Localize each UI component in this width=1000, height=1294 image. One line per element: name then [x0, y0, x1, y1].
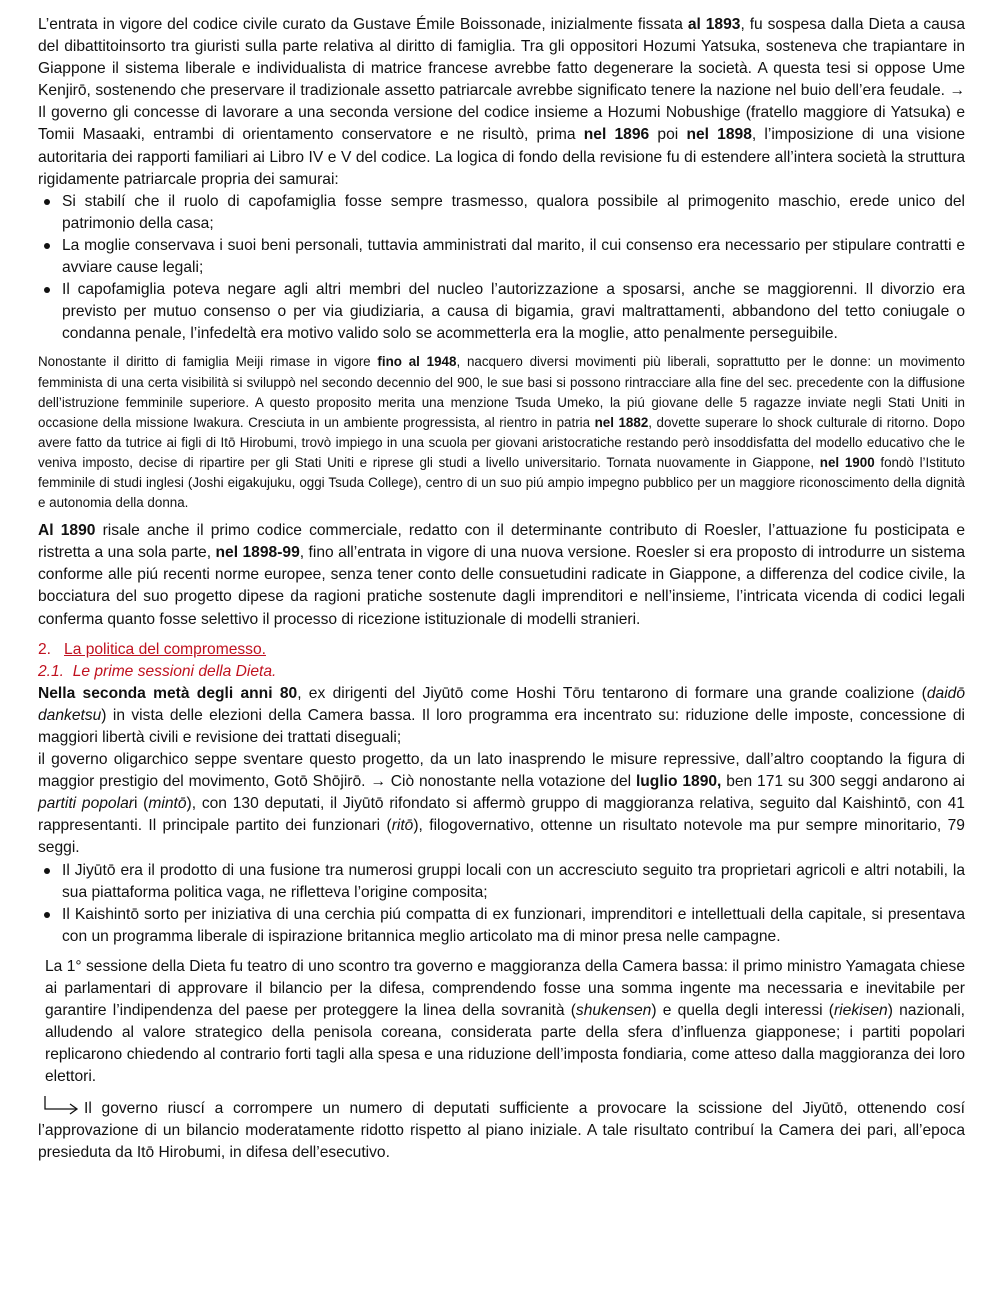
heading-text: Le prime sessioni della Dieta. — [72, 662, 277, 680]
text-run: fondò l’Istituto femminile di studi inglesi (Joshi eigakujuku, oggi Tsuda College), centro di un suo piú ampio impegno pubblico per un maggiore riconoscimento della dignità e autonomia della donna. — [38, 454, 965, 511]
text-run: poi — [649, 126, 687, 144]
text-run: ) nazionali, alludendo al valore strategico della penisola coreana, considerata parte della sfera d’influenza giapponese; i partiti popolari replicarono chiedendo al contrario forti tagli alla spesa e una riduzione dell’imposta fondiaria, come atteso dalla maggioranza dei loro elettori. — [45, 1002, 965, 1086]
text-run: Il governo riuscí a corrompere un numero di deputati sufficiente a provocare la scissione del Jiyūtō, ottenendo cosí l’approvazione di un bilancio moderatamente ridotto rispetto al piano iniziale. A tale risultato contribuí la Camera dei pari, all’epoca presieduta da Itō Hirobumi, in difesa dell’esecutivo. — [38, 1099, 965, 1161]
list-item: Il Jiyūtō era il prodotto di una fusione tra numerosi gruppi locali con un accresciuto seguito tra proprietari agricoli e altri notabili, la sua piattaforma politica vaga, ne rifletteva l’origine composita; — [38, 860, 965, 904]
paragraph-commercial-code — [38, 520, 965, 630]
italic-term: partiti popolar — [38, 795, 134, 813]
paragraph-civil-code — [38, 14, 965, 191]
text-run: i ( — [133, 795, 149, 813]
paragraph-budget-approval — [38, 1098, 965, 1164]
section-heading-2 — [38, 639, 965, 661]
text-run: La 1° sessione della Dieta fu teatro di uno scontro tra governo e maggioranza della Camera bassa: il primo ministro Yamagata chiese ai parlamentari di approvare il bilancio per la difesa, comprendendo fosse una somma ingente ma necessaria e inevitabile per garantire l’indipendenza del paese per proteggere la linea della sovranità ( — [45, 957, 965, 1020]
bold-date: nel 1882 — [594, 414, 649, 430]
text-run: ), filogovernativo, ottenne un risultato notevole ma pur sempre minoritario, 79 seggi. — [38, 817, 965, 857]
text-run: il governo oligarchico seppe sventare questo progetto, da un lato inasprendo le misure repressive, dall’altro cooptando la figura di maggior prestigio del movimento, Gotō Shōjirō. — [38, 751, 965, 791]
bold-date: nel 1898-99 — [215, 544, 300, 562]
list-item: Il capofamiglia poteva negare agli altri membri del nucleo l’autorizzazione a sposarsi, anche se maggiorenni. Il divorzio era previsto per mutuo consenso o per via giudiziaria, a causa di bigamia, gravi maltrattamenti, abbandono del tetto coniugale o condanna penale, l’infedeltà era motivo valido solo se acommetterla era la moglie, atto penalmente perseguibile. — [38, 279, 965, 345]
bullet-list-family-law — [38, 191, 965, 346]
bold-date: Al 1890 — [38, 522, 96, 540]
text-run: ) in vista delle elezioni della Camera bassa. Il loro programma era incentrato su: riduzione delle imposte, concessione di maggiori libertà civili e revisione dei trattati diseguali; — [38, 706, 965, 746]
italic-term: daidō danketsu — [38, 684, 965, 724]
text-run: , l’imposizione di una visione autoritaria dei rapporti familiari ai Libro IV e V del codice. La logica di fondo della revisione fu di estendere all’intera società la struttura rigidamente patriarcale propria dei samurai: — [38, 126, 965, 188]
document-page — [38, 14, 965, 1164]
heading-number: 2. — [38, 640, 52, 658]
paragraph-coalition — [38, 683, 965, 749]
right-arrow-icon: → — [370, 773, 386, 791]
bold-date: luglio 1890, — [635, 773, 722, 791]
list-item: Il Kaishintō sorto per iniziativa di una cerchia piú compatta di ex funzionari, imprenditori e intellettuali della capitale, si presentava con un programma liberale di ispirazione britannica meglio articolato ma di minor presa nelle campagne. — [38, 904, 965, 948]
heading-text: La politica del compromesso. — [64, 640, 266, 658]
text-run: , ex dirigenti del Jiyūtō come Hoshi Tōru tentarono di formare una grande coalizione ( — [297, 684, 927, 702]
italic-term: mintō — [148, 795, 187, 813]
paragraph-feminist-movement — [38, 352, 965, 513]
hook-arrow-icon — [42, 1094, 84, 1116]
paragraph-first-session — [38, 956, 965, 1089]
text-run: , fu sospesa dalla Dieta a causa del dibattitoinsorto tra giuristi sulla parte relativa al diritto di famiglia. Tra gli oppositori Hozumi Yatsuka, sosteneva che trapiantare in Giappone il sistema liberale e individualista di matrice francese avrebbe fatto degenerare la società. A questa tesi si oppose Ume Kenjirō, sostenendo che preservare il tradizionale assetto patriarcale avrebbe significato tenere la nazione nel buio dell’era feudale. — [38, 16, 965, 100]
italic-term: riekisen — [833, 1002, 888, 1020]
text-run: ) e quella degli interessi ( — [651, 1002, 834, 1020]
italic-term: ritō — [391, 817, 414, 835]
text-run: ), con 130 deputati, il Jiyūtō rifondato si affermò gruppo di maggioranza relativa, seguito dal Kaishintō, con 41 rappresentanti. Il principale partito dei funzionari ( — [38, 795, 965, 835]
text-run: L’entrata in vigore del codice civile curato da Gustave Émile Boissonade, inizialmente fissata — [38, 16, 688, 33]
text-run: , fino all’entrata in vigore di una nuova versione. Roesler si era proposto di introdurre un sistema conforme alle piú recenti norme europee, senza tener conto delle consuetudini radicate in Giappone, a differenza del codice civile, la bocciatura del suo progetto dipese da ragioni pratiche sostenute dagli imprenditori e nell’insieme, l’intricata vicenda di codici legali conferma quanto fosse selettivo il processo di ricezione istituzionale di modelli stranieri. — [38, 544, 966, 628]
list-item: Si stabilí che il ruolo di capofamiglia fosse sempre trasmesso, qualora possibile al primogenito maschio, erede unico del patrimonio della casa; — [38, 191, 965, 235]
text-run: risale anche il primo codice commerciale, redatto con il determinante contributo di Roesler, l’attuazione fu posticipata e ristretta a una sola parte, — [38, 522, 965, 562]
text-run: , nacquero diversi movimenti più liberali, soprattutto per le donne: un movimento femminista di una certa visibilità si sviluppò nel secondo decennio del 900, le sue basi si possono rintracciare alla fine del sec. precedente con la diffusione dell’istruzione femminile superiore. A questo proposito merita una menzione Tsuda Umeko, la piú giovane delle 5 ragazze inviate negli Stati Uniti in occasione della missione Iwakura. Cresciuta in un ambiente progressista, al rientro in patria — [38, 354, 965, 430]
paragraph-elections-1890 — [38, 749, 965, 859]
bullet-list-parties — [38, 860, 965, 948]
italic-term: shukensen — [575, 1002, 652, 1020]
heading-number: 2.1. — [38, 662, 65, 680]
section-heading-2-1 — [38, 661, 965, 683]
bold-date: fino al 1948 — [377, 354, 457, 370]
bold-date: al 1893 — [687, 16, 741, 33]
bold-date: nel 1898 — [686, 126, 752, 144]
bold-date: Nella seconda metà degli anni 80 — [38, 684, 298, 702]
text-run: Nonostante il diritto di famiglia Meiji rimase in vigore — [38, 354, 378, 370]
right-arrow-icon: → — [949, 82, 965, 100]
text-run: , dovette superare lo shock culturale di ritorno. Dopo avere fatto da tutrice ai figli di Itō Hirobumi, trovò impiego in una scuola per giovani aristocratiche restando però insoddisfatta del modello educativo che le veniva imposto, decise di ripartire per gli Stati Uniti e riprese gli studi a livello universitario. Tornata nuovamente in Giappone, — [38, 414, 966, 470]
text-run: Il governo gli concesse di lavorare a una seconda versione del codice insieme a Hozumi Nobushige (fratello maggiore di Yatsuka) e Tomii Masaaki, entrambi di orientamento conservatore e ne risultò, prima — [38, 104, 965, 144]
bold-date: nel 1896 — [583, 126, 650, 144]
list-item: La moglie conservava i suoi beni personali, tuttavia amministrati dal marito, il cui consenso era necessario per stipulare contratti e avviare cause legali; — [38, 235, 965, 279]
text-run: Ciò nonostante nella votazione del — [385, 773, 636, 791]
text-run: ben 171 su 300 seggi andarono ai — [721, 773, 965, 791]
bold-date: nel 1900 — [819, 454, 875, 470]
